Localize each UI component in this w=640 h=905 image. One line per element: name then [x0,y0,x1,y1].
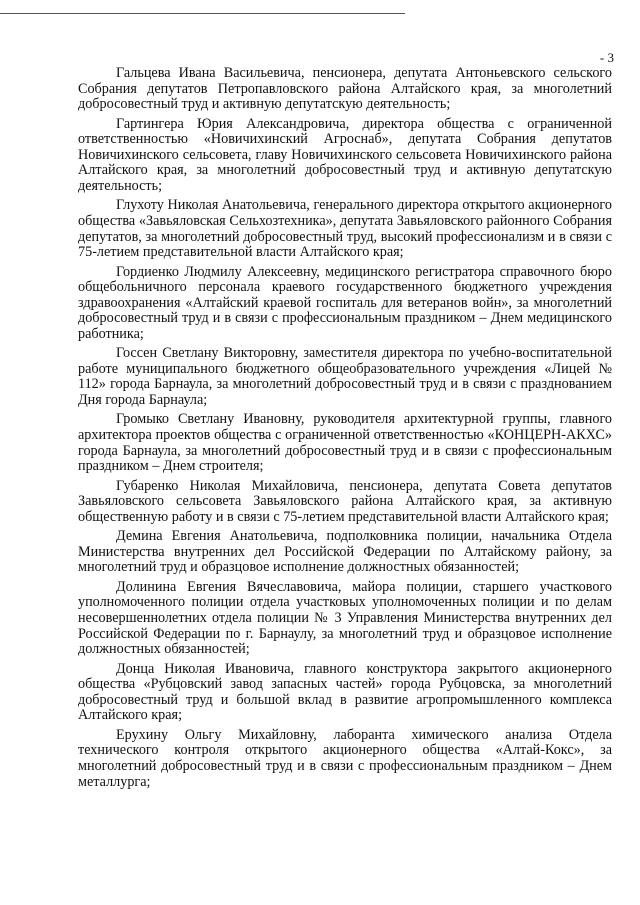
scan-top-border-line [0,13,405,14]
award-paragraph-galtsev: Гальцева Ивана Васильевича, пенсионера, депутата Антоньевского сельского Собрания депутатов Петропавловского района Алтайского края, за многолетний добросовестный труд и активную депутатскую деятельность; [78,65,612,113]
document-body [78,66,612,794]
award-paragraph-dolinin: Долинина Евгения Вячеславовича, майора полиции, старшего участкового уполномоченного полиции отдела участковых уполномоченных полиции и по делам несовершеннолетних отдела полиции № 3 Управления Министерства внутренних дел Российской Федерации по г. Барнаулу, за многолетний труд и образцовое исполнение должностных обязанностей; [78,578,612,658]
award-paragraph-gromyko: Громыко Светлану Ивановну, руководителя архитектурной группы, главного архитектора проектов общества с ограниченной ответственностью «КОНЦЕРН-АКХС» города Барнаула, за многолетний добросовестный труд и в связи с профессиональным праздником – Днем строителя; [78,411,612,475]
award-paragraph-glukhota: Глухоту Николая Анатольевича, генерального директора открытого акционерного общества «Завьяловская Сельхозтехника», депутата Завьяловского районного Собрания депутатов, за многолетний добросовестный труд, высокий профессионализм и в связи с 75-летием представительной власти Алтайского края; [78,197,612,261]
award-paragraph-gossen: Госсен Светлану Викторовну, заместителя директора по учебно-воспитательной работе муниципального бюджетного общеобразовательного учреждения «Лицей № 112» города Барнаула, за многолетний добросовестный труд и в связи с празднованием Дня города Барнаула; [78,345,612,409]
award-paragraph-gubarenko: Губаренко Николая Михайловича, пенсионера, депутата Совета депутатов Завьяловского сельсовета Завьяловского района Алтайского края, за активную общественную работу и в связи с 75-летием представительной власти Алтайского края; [78,477,612,525]
award-paragraph-donets: Донца Николая Ивановича, главного конструктора закрытого акционерного общества «Рубцовский завод запасных частей» города Рубцовска, за многолетний добросовестный труд и большой вклад в развитие агропромышленного комплекса Алтайского края; [78,660,612,724]
award-paragraph-gordienko: Гордиенко Людмилу Алексеевну, медицинского регистратора справочного бюро общебольничного персонала краевого государственного бюджетного учреждения здравоохранения «Алтайский краевой госпиталь для ветеранов войн», за многолетний добросовестный труд и в связи с профессиональным праздником – Днем медицинского работника; [78,263,612,342]
page-number: - 3 [599,50,614,65]
award-paragraph-demin: Демина Евгения Анатольевича, подполковника полиции, начальника Отдела Министерства внутренних дел Российской Федерации по Алтайскому району, за многолетний труд и образцовое исполнение должностных обязанностей; [78,528,612,576]
award-paragraph-gartinger: Гартингера Юрия Александровича, директора общества с ограниченной ответственностью «Новичихинский Агроснаб», депутата Собрания депутатов Новичихинского сельсовета, главу Новичихинского сельсовета Новичихинского района Алтайского края, за многолетний добросовестный труд и активную депутатскую деятельность; [78,115,612,194]
award-paragraph-erukhina: Ерухину Ольгу Михайловну, лаборанта химического анализа Отдела технического контроля открытого акционерного общества «Алтай-Кокс», за многолетний добросовестный труд и в связи с профессиональным праздником – Днем металлурга; [78,726,612,790]
